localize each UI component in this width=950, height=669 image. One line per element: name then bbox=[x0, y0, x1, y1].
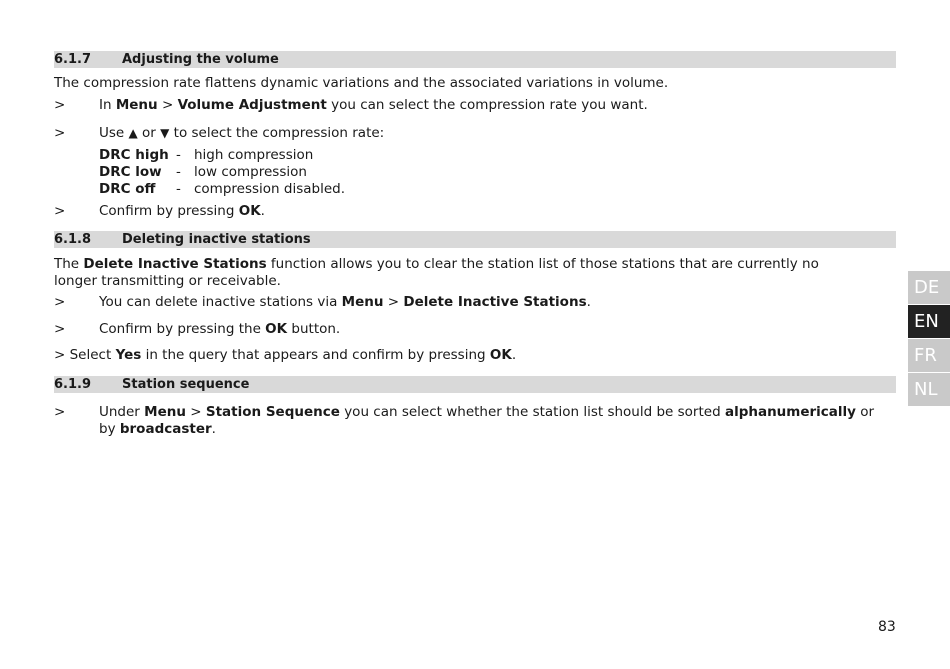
drc-option-value: compression disabled. bbox=[194, 181, 345, 197]
step-text: Confirm by pressing the OK button. bbox=[99, 321, 341, 337]
section-number: 6.1.8 bbox=[54, 232, 92, 247]
drc-option-key: DRC off bbox=[99, 181, 156, 197]
step-text: Use ▲ or ▼ to select the compression rate: bbox=[99, 125, 385, 141]
step-text: Under Menu > Station Sequence you can select whether the station list should be sorted alphanumerically or by broadcaster. bbox=[99, 404, 875, 437]
step-marker: > bbox=[54, 321, 66, 337]
drc-option-key: DRC high bbox=[99, 147, 169, 163]
up-arrow-icon: ▲ bbox=[128, 126, 138, 140]
step-text: You can delete inactive stations via Menu > Delete Inactive Stations. bbox=[99, 294, 591, 310]
drc-option-dash: - bbox=[176, 147, 181, 163]
language-tab-fr[interactable]: FR bbox=[908, 339, 950, 372]
language-tab-de[interactable]: DE bbox=[908, 271, 950, 304]
step-marker: > bbox=[54, 97, 66, 113]
drc-option-key: DRC low bbox=[99, 164, 162, 180]
down-arrow-icon: ▼ bbox=[160, 126, 170, 140]
section-title: Deleting inactive stations bbox=[122, 232, 311, 247]
step-marker: > bbox=[54, 294, 66, 310]
language-tab-en[interactable]: EN bbox=[908, 305, 950, 338]
step-marker: > bbox=[54, 125, 66, 141]
step-marker: > bbox=[54, 347, 66, 363]
paragraph: The compression rate flattens dynamic variations and the associated variations in volume. bbox=[54, 75, 669, 91]
step-text: In Menu > Volume Adjustment you can select the compression rate you want. bbox=[99, 97, 648, 113]
section-title: Adjusting the volume bbox=[122, 52, 279, 67]
section-header-6-1-9 bbox=[54, 376, 896, 393]
drc-option-value: low compression bbox=[194, 164, 307, 180]
drc-option-value: high compression bbox=[194, 147, 314, 163]
step-marker: > bbox=[54, 404, 66, 420]
step-text: > Select Yes in the query that appears and confirm by pressing OK. bbox=[54, 347, 517, 363]
section-header-6-1-8 bbox=[54, 231, 896, 248]
language-tab-nl[interactable]: NL bbox=[908, 373, 950, 406]
paragraph: The Delete Inactive Stations function allows you to clear the station list of those stations that are currently no longer transmitting or receivable. bbox=[54, 256, 819, 289]
step-marker: > bbox=[54, 203, 66, 219]
drc-option-dash: - bbox=[176, 164, 181, 180]
section-number: 6.1.9 bbox=[54, 377, 92, 392]
step-text: Confirm by pressing OK. bbox=[99, 203, 265, 219]
section-title: Station sequence bbox=[122, 377, 250, 392]
page-number: 83 bbox=[878, 619, 896, 635]
drc-option-dash: - bbox=[176, 181, 181, 197]
section-header-6-1-7 bbox=[54, 51, 896, 68]
section-number: 6.1.7 bbox=[54, 52, 92, 67]
